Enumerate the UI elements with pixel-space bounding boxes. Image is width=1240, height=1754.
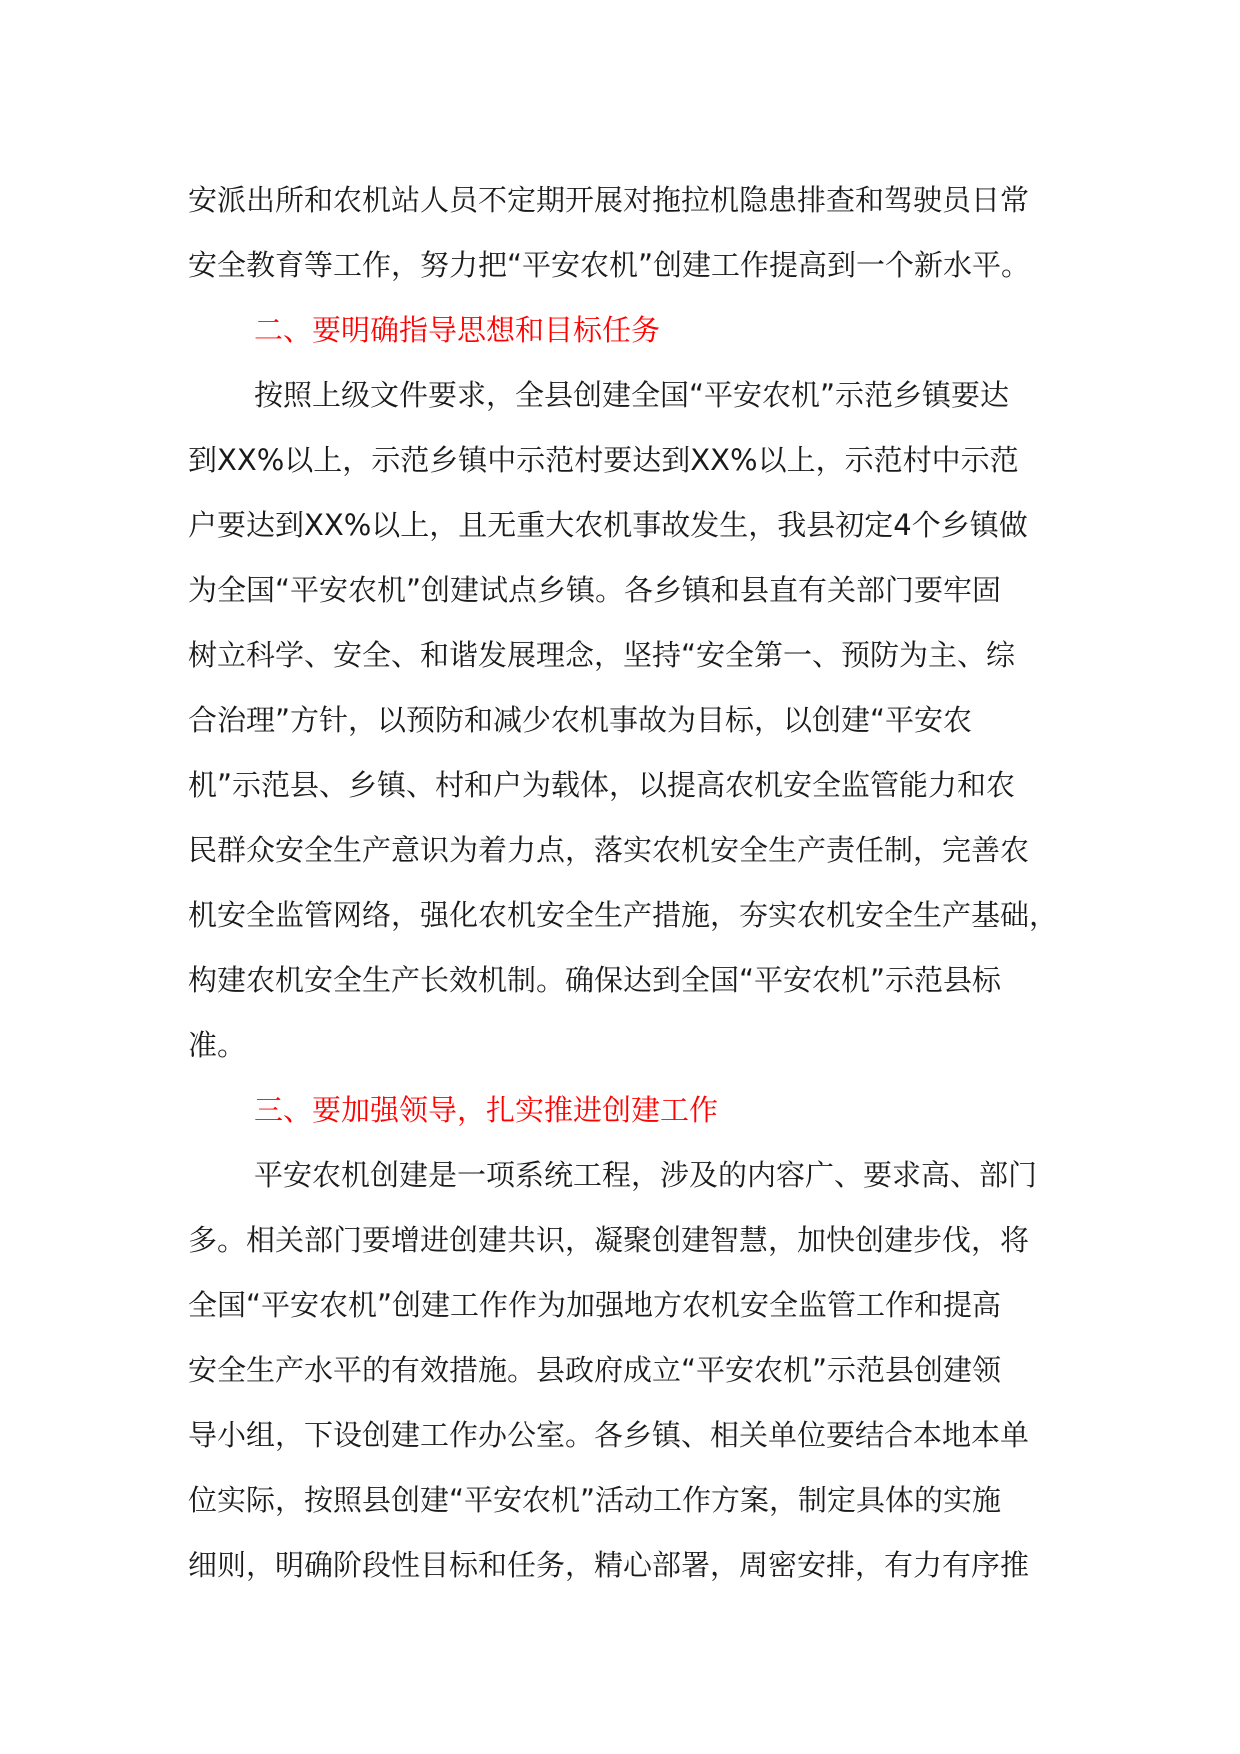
body-line: 合治理”方针，以预防和减少农机事故为目标，以创建“平安农 [188,703,973,737]
body-line: 户要达到XX%以上，且无重大农机事故发生，我县初定4个乡镇做 [188,508,1028,542]
body-line: 安派出所和农机站人员不定期开展对拖拉机隐患排查和驾驶员日常 [188,183,1030,217]
body-line: 机安全监管网络，强化农机安全生产措施，夯实农机安全生产基础， [188,898,1059,932]
body-line: 多。相关部门要增进创建共识，凝聚创建智慧，加快创建步伐，将 [188,1223,1030,1257]
body-line: 准。 [188,1028,247,1062]
body-line: 树立科学、安全、和谐发展理念，坚持“安全第一、预防为主、综 [188,638,1016,672]
body-line: 细则，明确阶段性目标和任务，精心部署，周密安排，有力有序推 [188,1548,1030,1582]
body-line: 位实际，按照县创建“平安农机”活动工作方案，制定具体的实施 [188,1483,1002,1517]
body-line: 为全国“平安农机”创建试点乡镇。各乡镇和县直有关部门要牢固 [188,573,1002,607]
body-line: 安全生产水平的有效措施。县政府成立“平安农机”示范县创建领 [188,1353,1002,1387]
body-line: 民群众安全生产意识为着力点，落实农机安全生产责任制，完善农 [188,833,1030,867]
section-heading-2: 二、要明确指导思想和目标任务 [254,313,661,347]
body-line: 机”示范县、乡镇、村和户为载体，以提高农机安全监管能力和农 [188,768,1016,802]
paragraph-first-line: 平安农机创建是一项系统工程，涉及的内容广、要求高、部门 [254,1158,1038,1192]
section-heading-3: 三、要加强领导，扎实推进创建工作 [254,1093,719,1127]
body-line: 全国“平安农机”创建工作作为加强地方农机安全监管工作和提高 [188,1288,1002,1322]
body-line: 到XX%以上，示范乡镇中示范村要达到XX%以上，示范村中示范 [188,443,1019,477]
body-line: 构建农机安全生产长效机制。确保达到全国“平安农机”示范县标 [188,963,1002,997]
document-body [188,168,1060,1598]
body-line: 安全教育等工作，努力把“平安农机”创建工作提高到一个新水平。 [188,248,1031,282]
paragraph-first-line: 按照上级文件要求，全县创建全国“平安农机”示范乡镇要达 [254,378,1010,412]
body-line: 导小组，下设创建工作办公室。各乡镇、相关单位要结合本地本单 [188,1418,1030,1452]
